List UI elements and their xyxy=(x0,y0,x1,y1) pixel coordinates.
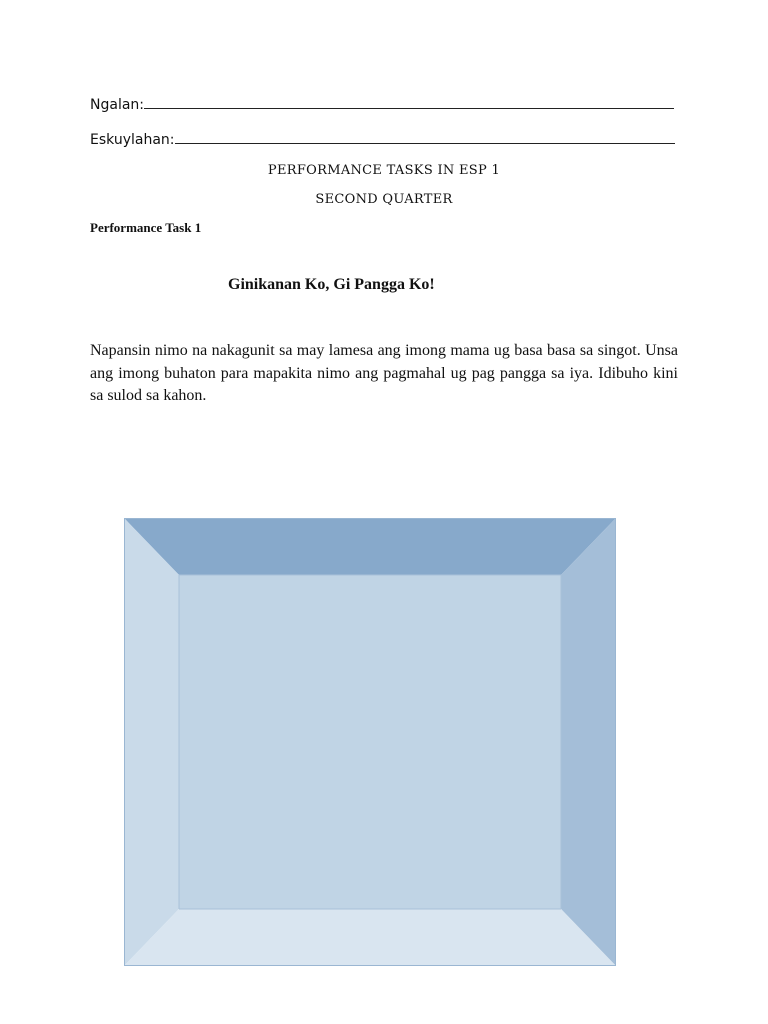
drawing-box[interactable] xyxy=(124,518,616,966)
box-top-bevel xyxy=(124,518,616,575)
school-label: Eskuylahan: xyxy=(90,132,175,148)
task-title: Ginikanan Ko, Gi Pangga Ko! xyxy=(228,276,435,293)
box-right-bevel xyxy=(561,518,616,966)
school-underline[interactable] xyxy=(175,131,675,144)
school-field[interactable] xyxy=(90,131,675,148)
name-field[interactable] xyxy=(90,96,674,113)
document-title: PERFORMANCE TASKS IN ESP 1 xyxy=(267,163,501,178)
task-label: Performance Task 1 xyxy=(90,220,202,235)
box-left-bevel xyxy=(124,518,179,966)
box-drawing-area[interactable] xyxy=(179,575,561,909)
name-underline[interactable] xyxy=(144,96,674,109)
task-instructions: Napansin nimo na nakagunit sa may lamesa ang imong mama ug basa basa sa singot. Unsa ang imong buhaton para mapakita nimo ang pagmahal ug pag pangga sa iya. Idibuho kini sa sulod sa kahon. xyxy=(90,342,678,404)
quarter-heading: SECOND QUARTER xyxy=(315,192,453,207)
name-label: Ngalan: xyxy=(90,97,144,113)
box-bottom-bevel xyxy=(124,909,616,966)
